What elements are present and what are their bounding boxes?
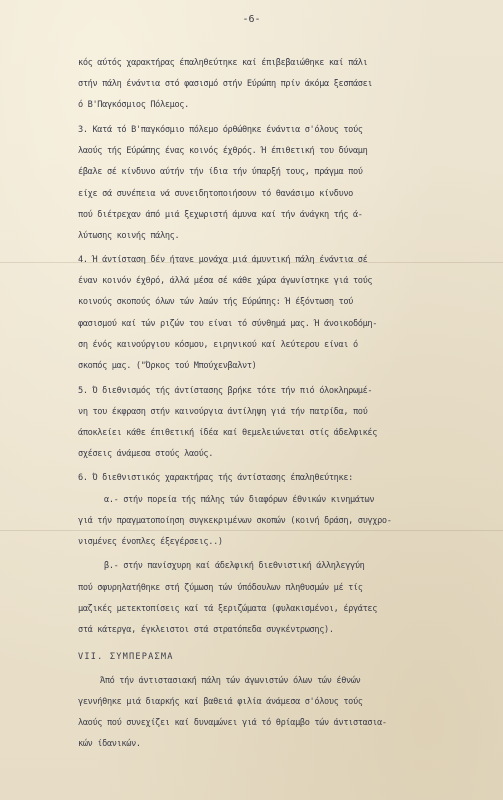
text-line: γιά τήν πραγματοποίηση συγκεκριμένων σκοπών (κοινή δράση, συγχρο- <box>78 516 392 526</box>
text-line: στήν πάλη ένάντια στό φασισμό στήν Εύρώπη πρίν άκόμα ξεσπάσει <box>78 79 373 89</box>
text-line: νισμένες ένοπλες έξεγέρσεις..) <box>78 537 223 547</box>
text-line: Άπό τήν άντιστασιακή πάλη τών άγωνιστών όλων τών έθνών <box>100 676 361 686</box>
text-line: ό Β'Παγκόσμιος Πόλεμος. <box>78 100 189 110</box>
text-line: λαούς πού συνεχίζει καί δυναμώνει γιά τό θρίαμβο τών άντιστασια- <box>78 718 387 728</box>
text-line: φασισμού καί τών ριζών του είναι τό σύνθημά μας. Ή άνοικοδόμη- <box>78 319 378 329</box>
text-line: β.- στήν πανίσχυρη καί άδελφική διεθνιστική άλληλεγγύη <box>104 561 365 571</box>
text-line: σκοπός μας. ("Όρκος τού Μπούχενβαλντ) <box>78 361 257 371</box>
text-line: 4. Ή άντίσταση δέν ήτανε μονάχα μιά άμυντική πάλη ένάντια σέ <box>78 255 368 265</box>
text-line: 5. Ό διεθνισμός τής άντίστασης βρήκε τότε τήν πιό όλοκληρωμέ- <box>78 386 373 396</box>
text-line: μαζικές μετεκτοπίσεις καί τά ξεριζώματα (φυλακισμένοι, έργάτες <box>78 604 378 614</box>
text-line: νη του έκφραση στήν καινούργια άντίληψη γιά τήν πατρίδα, πού <box>78 407 368 417</box>
text-line: έβαλε σέ κίνδυνο αύτήν τήν ίδια τήν ύπαρξή τους, πράγμα πού <box>78 167 363 177</box>
text-line: ση ένός καινούργιου κόσμου, ειρηνικού καί λεύτερου είναι ό <box>78 340 358 350</box>
text-line: σχέσεις άνάμεσα στούς λαούς. <box>78 449 214 459</box>
text-line: στά κάτεργα, έγκλειστοι στά στρατόπεδα συγκέντρωσης). <box>78 625 334 635</box>
section-heading: VII. ΣΥΜΠΕΡΑΣΜΑ <box>78 652 174 662</box>
paper-fold <box>0 530 503 531</box>
text-line: κός αύτός χαρακτήρας έπαληθεύτηκε καί έπιβεβαιώθηκε καί πάλι <box>78 58 368 68</box>
text-line: έναν κοινόν έχθρό, άλλά μέσα σέ κάθε χώρα άγωνίστηκε γιά τούς <box>78 276 373 286</box>
text-line: είχε σά συνέπεια νά συνειδητοποιήσουν τό θανάσιμο κίνδυνο <box>78 189 353 199</box>
text-line: άποκλείει κάθε έπιθετική ίδέα καί θεμελειώνεται στίς άδελφικές <box>78 428 378 438</box>
text-line: λύτωσης κοινής πάλης. <box>78 231 180 241</box>
text-line: κοινούς σκοπούς όλων τών λαών τής Εύρώπης: Ή έξόντωση τού <box>78 297 353 307</box>
page-number: -6- <box>242 14 261 25</box>
text-line: γεννήθηκε μιά διαρκής καί βαθειά φιλία άνάμεσα σ'όλους τούς <box>78 697 363 707</box>
text-line: 3. Κατά τό Β'παγκόσμιο πόλεμο όρθώθηκε ένάντια σ'όλους τούς <box>78 125 363 135</box>
text-line: πού σφυρηλατήθηκε στή ζύμωση τών ύπόδουλων πληθυσμών μέ τίς <box>78 583 363 593</box>
text-line: κών ίδανικών. <box>78 739 141 749</box>
text-line: λαούς τής Εύρώπης ένας κοινός έχθρός. Ή έπιθετική του δύναμη <box>78 146 368 156</box>
text-line: 6. Ό διεθνιστικός χαρακτήρας τής άντίστασης έπαληθεύτηκε: <box>78 473 353 483</box>
text-line: α.- στήν πορεία τής πάλης τών διαφόρων έθνικών κινημάτων <box>104 495 375 505</box>
text-line: πού διέτρεχαν άπό μιά ξεχωριστή άμυνα καί τήν άνάγκη τής ά- <box>78 210 363 220</box>
